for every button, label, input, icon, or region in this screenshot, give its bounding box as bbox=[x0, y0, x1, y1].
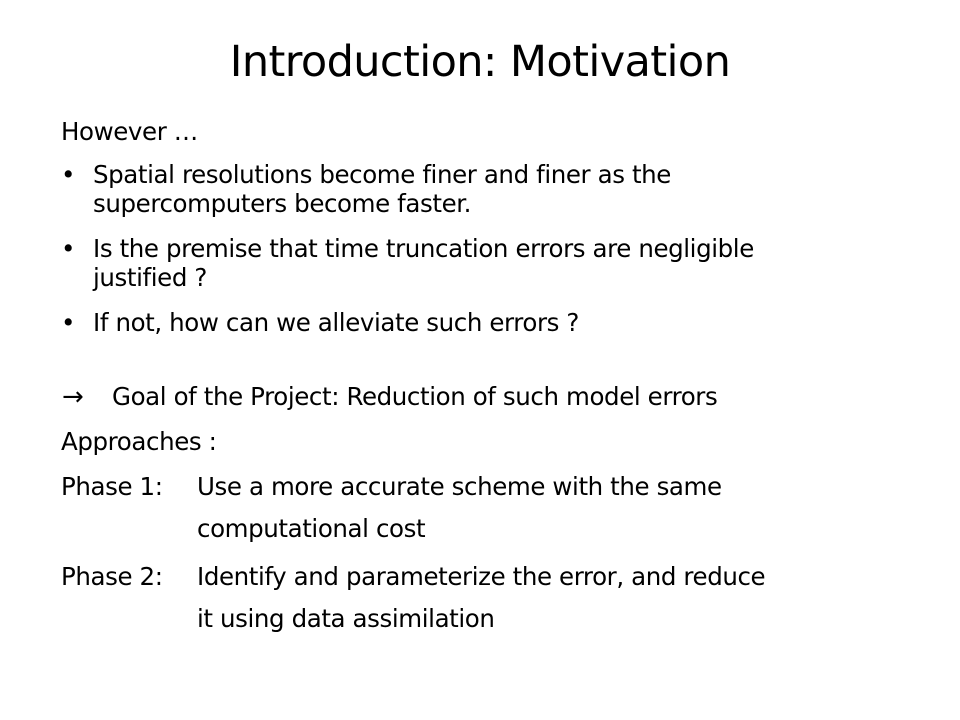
phase-label: Phase 2: bbox=[61, 562, 163, 591]
bullet-text-line: justified ? bbox=[93, 263, 207, 292]
bullet-icon: • bbox=[61, 234, 76, 263]
goal-text: Goal of the Project: Reduction of such model errors bbox=[112, 382, 718, 411]
bullet-item bbox=[61, 160, 754, 218]
phase-description-line: computational cost bbox=[197, 514, 426, 543]
bullet-list bbox=[61, 160, 754, 353]
bullet-item bbox=[61, 308, 754, 337]
approaches-label: Approaches : bbox=[61, 427, 217, 456]
phase-description bbox=[197, 466, 917, 550]
phase-label: Phase 1: bbox=[61, 472, 163, 501]
bullet-text-line: Is the premise that time truncation errors are negligible bbox=[93, 234, 754, 263]
bullet-text-line: Spatial resolutions become finer and finer as the bbox=[93, 160, 671, 189]
phase-description bbox=[197, 556, 917, 640]
phase-description-line: it using data assimilation bbox=[197, 604, 495, 633]
intro-text: However … bbox=[61, 117, 198, 146]
bullet-icon: • bbox=[61, 308, 76, 337]
bullet-icon: • bbox=[61, 160, 76, 189]
bullet-text-line: supercomputers become faster. bbox=[93, 189, 472, 218]
bullet-item bbox=[61, 234, 754, 292]
right-arrow-icon: → bbox=[62, 382, 84, 412]
bullet-text-line: If not, how can we alleviate such errors ? bbox=[93, 308, 580, 337]
goal-statement bbox=[61, 383, 717, 411]
slide-title: Introduction: Motivation bbox=[229, 37, 731, 87]
phase-description-line: Use a more accurate scheme with the same bbox=[197, 472, 722, 501]
phase-description-line: Identify and parameterize the error, and reduce bbox=[197, 562, 766, 591]
